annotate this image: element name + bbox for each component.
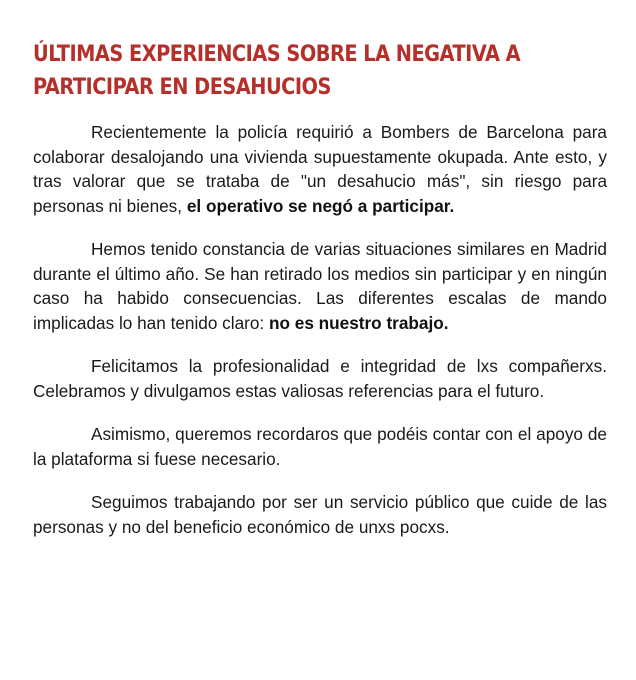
- paragraph-madrid-cases: [33, 237, 607, 335]
- paragraph-emphasis: el operativo se negó a participar.: [186, 195, 455, 216]
- paragraph-text: Asimismo, queremos recordaros que podéis contar con el apoyo de la plataforma si fuese necesario.: [33, 424, 607, 469]
- paragraph-text: Seguimos trabajando por ser un servicio público que cuide de las personas y no del beneficio económico de unxs pocxs.: [33, 492, 607, 537]
- paragraph-barcelona-eviction: [33, 120, 607, 218]
- article: [33, 38, 607, 558]
- paragraph-emphasis: no es nuestro trabajo.: [268, 312, 449, 333]
- article-title: ÚLTIMAS EXPERIENCIAS SOBRE LA NEGATIVA A PARTICIPAR EN DESAHUCIOS: [33, 41, 521, 100]
- paragraph-text: Recientemente la policía requirió a Bombers de Barcelona para colaborar desalojando una vivienda supuestamente okupada. Ante esto, y tras valorar que se trataba de "un desahucio más", sin riesgo para personas ni bienes,: [33, 122, 607, 216]
- paragraph-text: Hemos tenido constancia de varias situaciones similares en Madrid durante el último año. Se han retirado los medios sin participar y en ningún caso ha habido consecuencias. Las diferentes escalas de mando implicadas lo han tenido claro:: [33, 239, 607, 333]
- paragraph-congratulations: [33, 354, 607, 403]
- paragraph-public-service: [33, 490, 607, 539]
- paragraph-text: Felicitamos la profesionalidad e integridad de lxs compañerxs. Celebramos y divulgamos estas valiosas referencias para el futuro.: [33, 356, 607, 401]
- paragraph-support: [33, 422, 607, 471]
